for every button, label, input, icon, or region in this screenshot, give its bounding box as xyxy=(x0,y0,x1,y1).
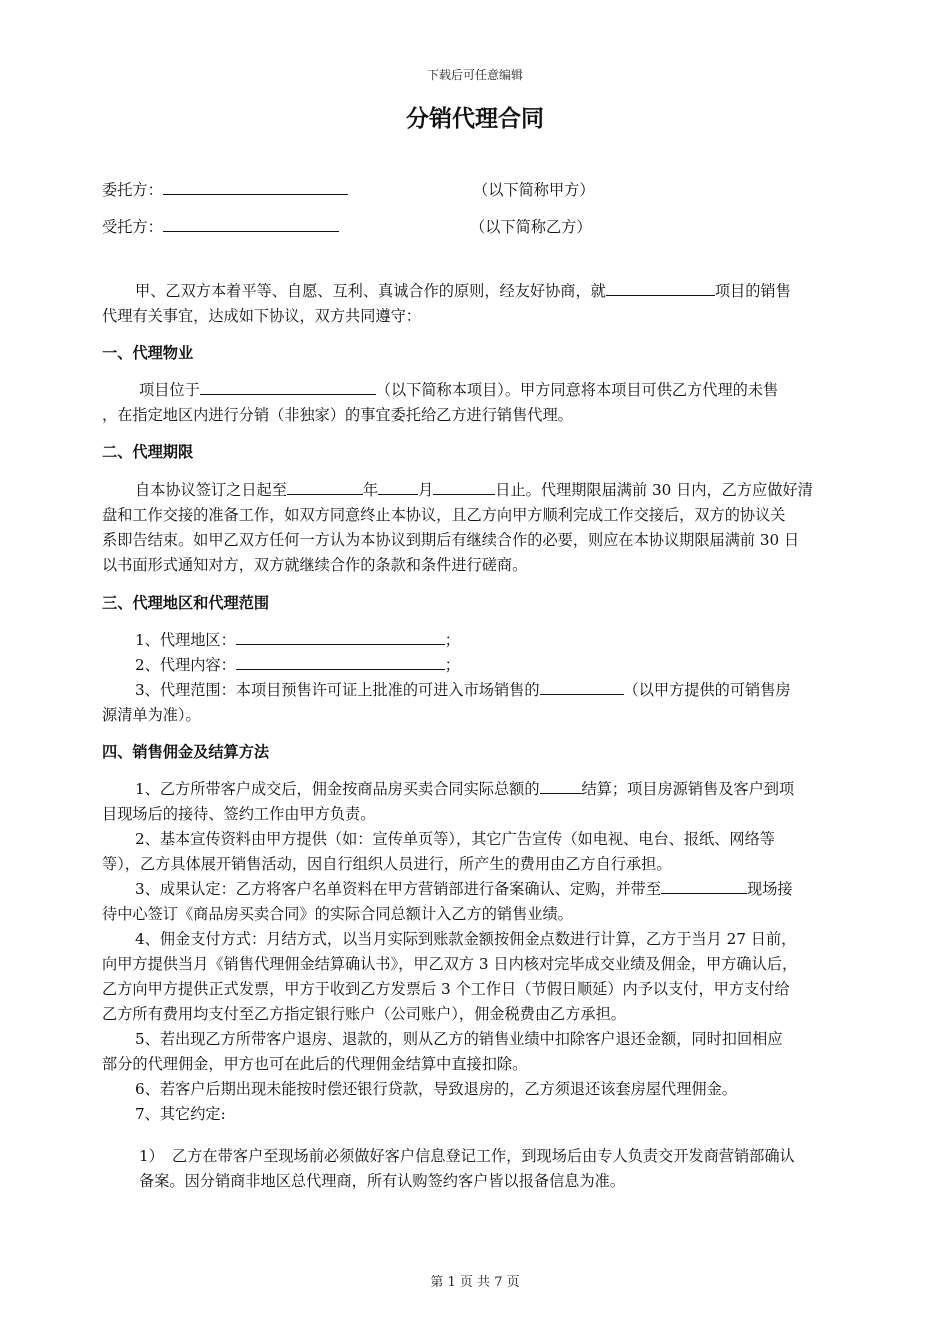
project-blank xyxy=(606,279,715,296)
s3-item-3-text-b: （以甲方提供的可销售房 xyxy=(623,681,791,699)
s3-item-1-semi: ； xyxy=(444,631,460,649)
content-blank xyxy=(236,653,445,670)
section-2-heading: 二、代理期限 xyxy=(102,443,194,461)
s3-item-3 xyxy=(135,678,791,703)
s4-p4-line-3: 乙方向甲方提供正式发票，甲方于收到乙方发票后 3 个工作日（节假日顺延）内予以支付，甲方支付给 xyxy=(102,980,790,998)
s4-p3-line-1 xyxy=(135,877,793,902)
s2-line-2: 盘和工作交接的准备工作，如双方同意终止本协议，且乙方向甲方顺利完成工作交接后，双方的协议关 xyxy=(102,506,786,524)
page-footer: 第 1 页 共 7 页 xyxy=(430,1275,520,1290)
section-1-heading: 一、代理物业 xyxy=(102,344,194,362)
s3-item-1-label: 1、代理地区： xyxy=(135,631,236,649)
page-title: 分销代理合同 xyxy=(406,106,544,132)
s4-p1-line-2: 目现场后的接待、签约工作由甲方负责。 xyxy=(102,805,376,823)
s4-sub-1-line-2: 备案。因分销商非地区总代理商，所有认购签约客户皆以报备信息为准。 xyxy=(139,1172,625,1190)
s1-line-1 xyxy=(139,378,778,403)
s4-p2-line-2: 等），乙方具体展开销售活动，因自行组织人员进行，所产生的费用由乙方自行承担。 xyxy=(102,855,672,873)
s1-text-b: （以下简称本项目）。甲方同意将本项目可供乙方代理的未售 xyxy=(375,381,779,399)
client-line xyxy=(102,178,348,203)
s1-text-a: 项目位于 xyxy=(139,381,200,399)
header-note: 下载后可任意编辑 xyxy=(426,68,523,82)
agent-blank xyxy=(163,215,339,232)
s4-p2-line-1: 2、基本宣传资料由甲方提供（如：宣传单页等），其它广告宣传（如电视、电台、报纸、网络等 xyxy=(135,830,775,848)
agent-line xyxy=(102,215,339,240)
s3-item-2 xyxy=(135,653,460,678)
s4-p5-line-2: 部分的代理佣金，甲方也可在此后的代理佣金结算中直接扣除。 xyxy=(102,1055,528,1073)
s4-p6: 6、若客户后期出现未能按时偿还银行贷款，导致退房的，乙方须退还该套房屋代理佣金。 xyxy=(135,1080,737,1098)
s4-sub-1-line-1: 乙方在带客户至现场前必须做好客户信息登记工作，到现场后由专人负责交开发商营销部确认 xyxy=(172,1147,795,1165)
s4-p3-text-a: 3、成果认定：乙方将客户名单资料在甲方营销部进行备案确认、定购，并带至 xyxy=(135,880,662,898)
year-blank xyxy=(287,478,363,495)
section-4-heading: 四、销售佣金及结算方法 xyxy=(102,743,270,761)
client-blank xyxy=(163,178,348,195)
s1-line-2: ，在指定地区内进行分销（非独家）的事宜委托给乙方进行销售代理。 xyxy=(102,406,573,424)
s3-item-2-semi: ； xyxy=(444,656,460,674)
s4-p1-text-b: 结算；项目房源销售及客户到项 xyxy=(581,780,795,798)
s4-p4-line-1: 4、佣金支付方式：月结方式，以当月实际到账款金额按佣金点数进行计算，乙方于当月 27 日前， xyxy=(135,930,797,948)
s2-text-year: 年 xyxy=(362,481,379,499)
s2-line-3: 系即告结束。如甲乙双方任何一方认为本协议到期后有继续合作的必要，则应在本协议期限届满前 30 日 xyxy=(102,531,800,549)
s4-p5-line-1: 5、若出现乙方所带客户退房、退款的，则从乙方的销售业绩中扣除客户退还金额，同时扣回相应 xyxy=(135,1030,783,1048)
intro-line-1 xyxy=(135,279,791,304)
rate-blank xyxy=(540,777,582,794)
client-note: （以下简称甲方） xyxy=(473,181,595,199)
s2-text-d: 日止。代理期限届满前 30 日内，乙方应做好清 xyxy=(495,481,813,499)
s2-line-4: 以书面形式通知对方，双方就继续合作的条款和条件进行磋商。 xyxy=(102,556,528,574)
section-3-heading: 三、代理地区和代理范围 xyxy=(102,594,270,612)
s4-sub-1-number: 1） xyxy=(139,1147,164,1165)
intro-line-2: 代理有关事宜，达成如下协议，双方共同遵守： xyxy=(102,307,421,325)
s4-p1-line-1 xyxy=(135,777,794,802)
s4-p4-line-4: 乙方所有费用均支付至乙方指定银行账户（公司账户），佣金税费由乙方承担。 xyxy=(102,1005,626,1023)
month-blank xyxy=(378,478,418,495)
s2-text-month: 月 xyxy=(418,481,434,499)
s4-p3-line-2: 待中心签订《商品房买卖合同》的实际合同总额计入乙方的销售业绩。 xyxy=(102,905,573,923)
s3-item-3-line-2: 源清单为准）。 xyxy=(102,706,201,724)
intro-text-b: 项目的销售 xyxy=(714,282,791,300)
s4-p3-text-b: 现场接 xyxy=(747,880,793,898)
agent-label: 受托方： xyxy=(102,218,163,236)
region-blank xyxy=(236,628,445,645)
s3-item-2-label: 2、代理内容： xyxy=(135,656,236,674)
s3-item-3-text-a: 3、代理范围：本项目预售许可证上批准的可进入市场销售的 xyxy=(135,681,540,699)
client-label: 委托方： xyxy=(102,181,163,199)
day-blank xyxy=(433,478,495,495)
s4-p7: 7、其它约定: xyxy=(135,1105,226,1123)
s4-p4-line-2: 向甲方提供当月《销售代理佣金结算确认书》，甲乙双方 3 日内核对完毕成交业绩及佣金，甲方确认后， xyxy=(102,955,798,973)
s4-p1-text-a: 1、乙方所带客户成交后，佣金按商品房买卖合同实际总额的 xyxy=(135,780,540,798)
s2-text-a: 自本协议签订之日起至 xyxy=(135,481,287,499)
scope-blank xyxy=(540,678,624,695)
s3-item-1 xyxy=(135,628,460,653)
agent-note: （以下简称乙方） xyxy=(470,218,592,236)
location-blank xyxy=(200,378,376,395)
venue-blank xyxy=(661,877,747,894)
s2-line-1 xyxy=(135,478,813,503)
intro-text-a: 甲、乙双方本着平等、自愿、互利、真诚合作的原则，经友好协商，就 xyxy=(135,282,606,300)
